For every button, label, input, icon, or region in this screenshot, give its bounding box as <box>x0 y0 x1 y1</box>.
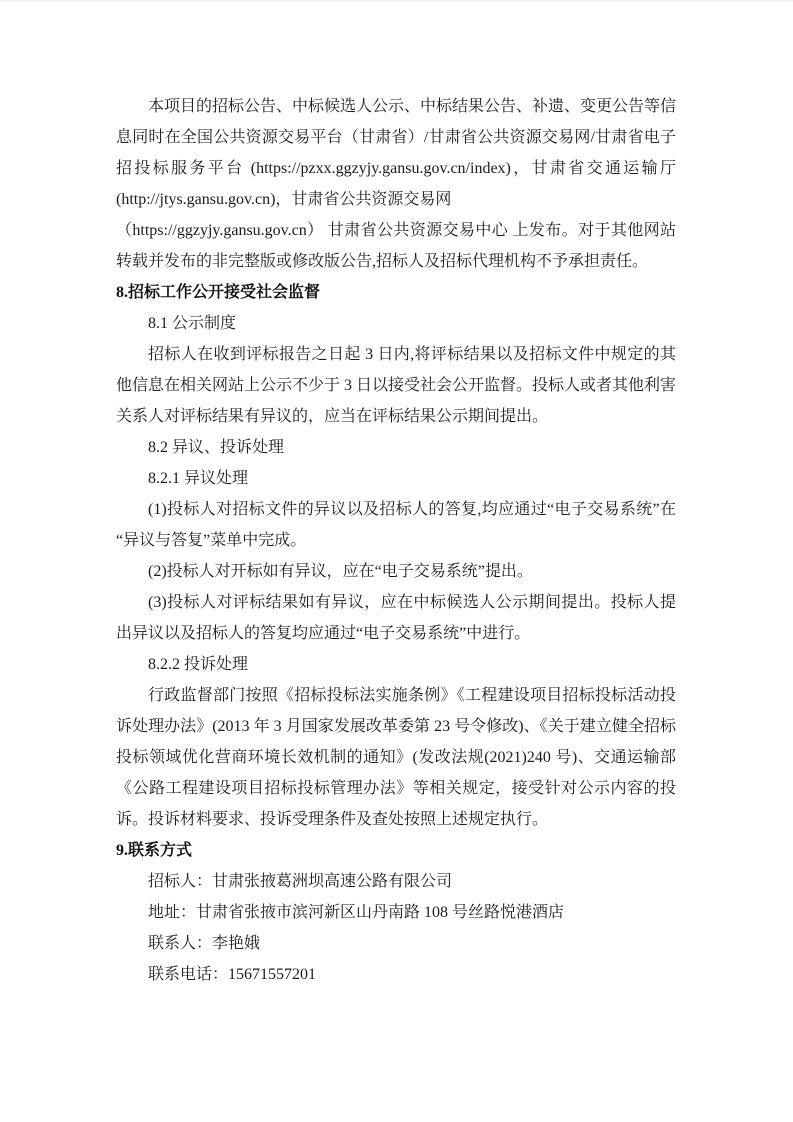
para-announcement-publish: （https://ggzyjy.gansu.gov.cn） 甘肃省公共资源交易中心 上发布。对于其他网站转载并发布的非完整版或修改版公告,招标人及招标代理机构不予承担责任。 <box>116 222 676 270</box>
heading-section-8: 8.招标工作公开接受社会监督 <box>116 284 321 301</box>
para-8-2-1-title: 8.2.1 异议处理 <box>148 470 249 487</box>
contact-phone: 联系电话：15671557201 <box>148 966 317 983</box>
contact-bidder: 招标人：甘肃张掖葛洲坝高速公路有限公司 <box>148 873 453 890</box>
para-objection-1: (1)投标人对招标文件的异议以及招标人的答复,均应通过“电子交易系统”在“异议与答复”菜单中完成。 <box>116 501 676 549</box>
contact-person: 联系人：李艳娥 <box>148 935 261 952</box>
heading-section-9: 9.联系方式 <box>116 842 193 859</box>
para-8-2-2-title: 8.2.2 投诉处理 <box>148 656 249 673</box>
para-objection-2: (2)投标人对开标如有异议，应在“电子交易系统”提出。 <box>148 563 533 580</box>
contact-address: 地址：甘肃省张掖市滨河新区山丹南路 108 号丝路悦港酒店 <box>148 904 565 921</box>
document-content <box>116 91 676 990</box>
para-objection-3: (3)投标人对评标结果如有异议，应在中标候选人公示期间提出。投标人提出异议以及招标人的答复均应通过“电子交易系统”中进行。 <box>116 594 676 642</box>
para-8-1-title: 8.1 公示制度 <box>148 315 237 332</box>
para-8-1-body: 招标人在收到评标报告之日起 3 日内,将评标结果以及招标文件中规定的其他信息在相关网站上公示不少于 3 日以接受社会公开监督。投标人或者其他利害关系人对评标结果有异议的，应当在评标结果公示期间提出。 <box>116 346 677 425</box>
para-announcement-platforms: 本项目的招标公告、中标候选人公示、中标结果公告、补遗、变更公告等信息同时在全国公共资源交易平台（甘肃省）/甘肃省公共资源交易网/甘肃省电子招投标服务平台 (https://pzxx.ggzyjy.gansu.gov.cn/index)，甘肃省交通运输厅(http://jtys.gansu.gov.cn)，甘肃省公共资源交易网 <box>116 98 677 208</box>
para-complaint-body: 行政监督部门按照《招标投标法实施条例》《工程建设项目招标投标活动投诉处理办法》(2013 年 3 月国家发展改革委第 23 号令修改)、《关于建立健全招标投标领域优化营商环境长效机制的通知》(发改法规(2021)240 号)、交通运输部《公路工程建设项目招标投标管理办法》等相关规定，接受针对公示内容的投诉。投诉材料要求、投诉受理条件及查处按照上述规定执行。 <box>116 687 676 828</box>
para-8-2-title: 8.2 异议、投诉处理 <box>148 439 285 456</box>
